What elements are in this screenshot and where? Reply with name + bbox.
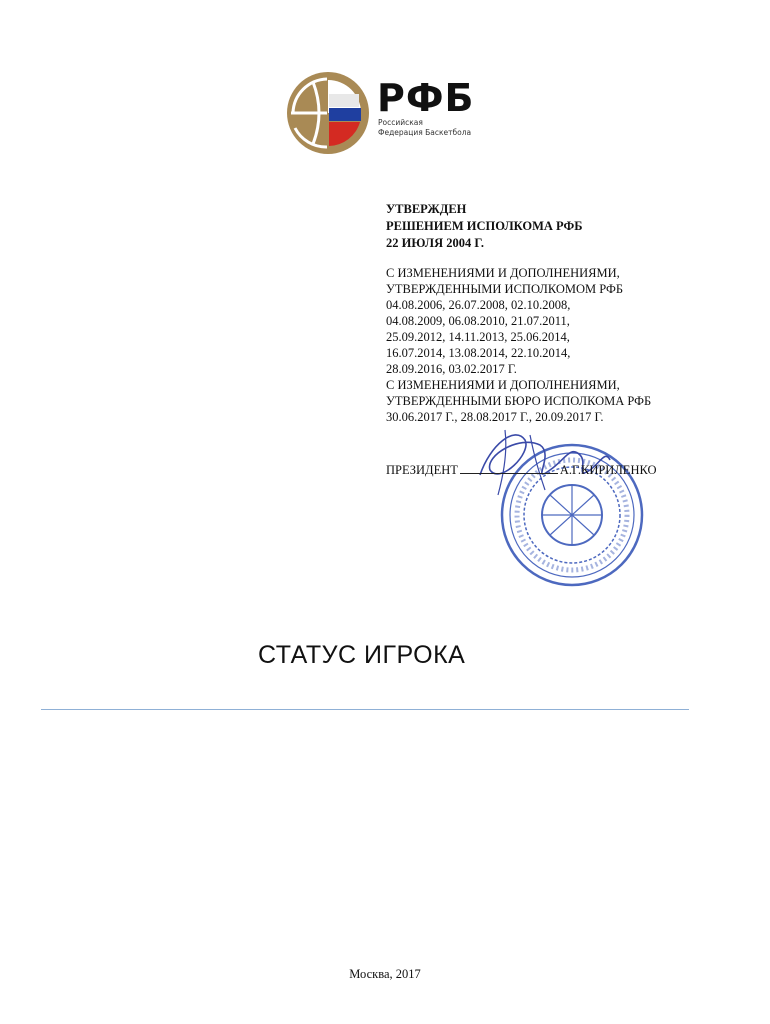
amendment-line: С ИЗМЕНЕНИЯМИ И ДОПОЛНЕНИЯМИ, bbox=[386, 266, 620, 280]
approval-line: УТВЕРЖДЕН bbox=[386, 202, 467, 216]
approval-block bbox=[386, 201, 582, 252]
amendment-line: С ИЗМЕНЕНИЯМИ И ДОПОЛНЕНИЯМИ, bbox=[386, 378, 620, 392]
logo-abbreviation: РФБ bbox=[377, 76, 475, 120]
amendment-line: УТВЕРЖДЕННЫМИ БЮРО ИСПОЛКОМА РФБ bbox=[386, 394, 652, 408]
title-divider bbox=[41, 709, 689, 710]
amendment-line: 30.06.2017 Г., 28.08.2017 Г., 20.09.2017 Г. bbox=[386, 410, 604, 424]
basketball-flag-emblem-icon bbox=[283, 70, 373, 156]
approval-line: РЕШЕНИЕМ ИСПОЛКОМА РФБ bbox=[386, 219, 583, 233]
document-title: СТАТУС ИГРОКА bbox=[258, 641, 466, 669]
amendment-line: 04.08.2009, 06.08.2010, 21.07.2011, bbox=[386, 314, 570, 328]
amendment-line: 16.07.2014, 13.08.2014, 22.10.2014, bbox=[386, 346, 571, 360]
handwritten-signature-icon bbox=[470, 415, 620, 505]
amendment-line: 04.08.2006, 26.07.2008, 02.10.2008, bbox=[386, 298, 571, 312]
place-and-year: Москва, 2017 bbox=[349, 967, 421, 981]
president-signature-line bbox=[386, 463, 657, 478]
approval-line: 22 ИЮЛЯ 2004 Г. bbox=[386, 236, 485, 250]
signatory-role: ПРЕЗИДЕНТ bbox=[386, 463, 458, 477]
amendment-line: УТВЕРЖДЕННЫМИ ИСПОЛКОМОМ РФБ bbox=[386, 282, 624, 296]
signatory-name: А.Г.КИРИЛЕНКО bbox=[559, 463, 657, 477]
amendments-block bbox=[386, 265, 651, 425]
logo-subtitle: Российская Федерация Баскетбола bbox=[378, 118, 472, 137]
signature-blank bbox=[460, 463, 558, 474]
amendment-line: 28.09.2016, 03.02.2017 Г. bbox=[386, 362, 517, 376]
amendment-line: 25.09.2012, 14.11.2013, 25.06.2014, bbox=[386, 330, 570, 344]
rfb-logo bbox=[283, 70, 483, 156]
